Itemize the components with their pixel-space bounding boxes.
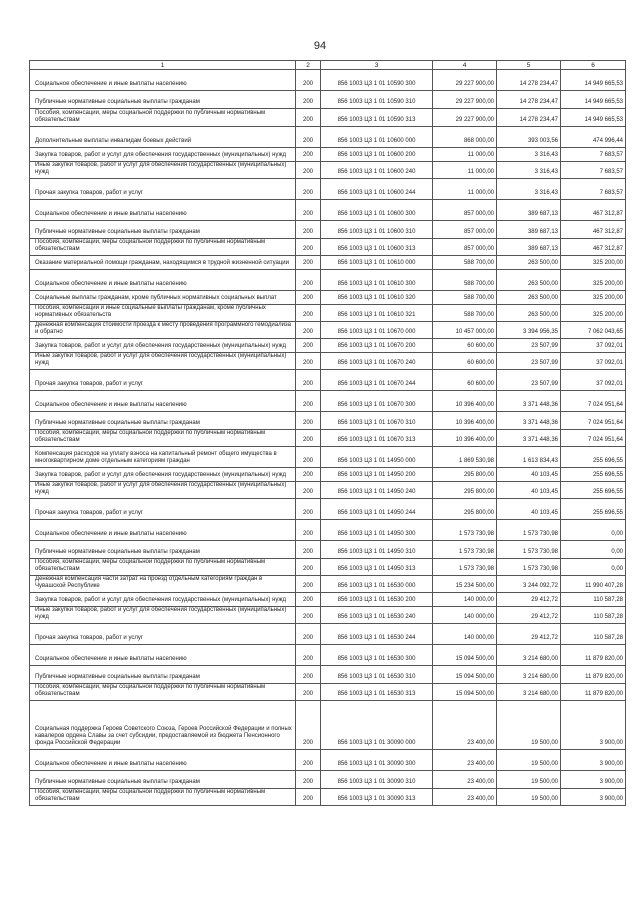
cell-name: Пособия, компенсации и иные социальные выплаты гражданам, кроме публичных нормативных обязательств [30, 305, 296, 322]
table-row [30, 339, 626, 353]
cell-rest: 325 200,00 [561, 305, 626, 322]
table-row [30, 576, 626, 593]
cell-code: 200 [296, 91, 321, 109]
cell-code: 200 [296, 541, 321, 559]
cell-kbk: 856 1003 Ц3 1 01 10600 000 [321, 127, 433, 148]
cell-name: Закупка товаров, работ и услуг для обеспечения государственных (муниципальных) нужд [30, 339, 296, 353]
cell-kbk: 856 1003 Ц3 1 01 14950 244 [321, 499, 433, 520]
cell-kbk: 856 1003 Ц3 1 01 16530 313 [321, 684, 433, 701]
cell-kbk: 856 1003 Ц3 1 01 10600 300 [321, 200, 433, 221]
cell-rest: 0,00 [561, 541, 626, 559]
cell-done: 23 507,99 [497, 339, 561, 353]
cell-rest: 3 900,00 [561, 701, 626, 750]
cell-code: 200 [296, 179, 321, 200]
table-row [30, 468, 626, 482]
column-number: 3 [321, 61, 433, 70]
cell-done: 1 613 834,43 [497, 447, 561, 468]
cell-rest: 37 092,01 [561, 370, 626, 391]
cell-plan: 295 800,00 [433, 468, 497, 482]
cell-name: Денежная компенсация части затрат на проезд отдельным категориям граждан в Чувашской Республике [30, 576, 296, 593]
table-row [30, 520, 626, 541]
cell-plan: 15 234 500,00 [433, 576, 497, 593]
cell-kbk: 856 1003 Ц3 1 01 10590 313 [321, 109, 433, 127]
cell-code: 200 [296, 684, 321, 701]
cell-kbk: 856 1003 Ц3 1 01 10670 240 [321, 353, 433, 370]
cell-plan: 857 000,00 [433, 239, 497, 256]
table-row [30, 593, 626, 607]
cell-plan: 588 700,00 [433, 256, 497, 270]
cell-code: 200 [296, 200, 321, 221]
cell-done: 23 507,99 [497, 353, 561, 370]
cell-rest: 7 024 951,64 [561, 391, 626, 412]
cell-code: 200 [296, 520, 321, 541]
table-row [30, 559, 626, 576]
cell-code: 200 [296, 127, 321, 148]
cell-kbk: 856 1003 Ц3 1 01 10600 313 [321, 239, 433, 256]
cell-code: 200 [296, 771, 321, 789]
cell-done: 3 214 680,00 [497, 645, 561, 666]
cell-code: 200 [296, 576, 321, 593]
cell-rest: 325 200,00 [561, 291, 626, 305]
table-row [30, 148, 626, 162]
cell-done: 40 103,45 [497, 482, 561, 499]
cell-name: Социальные выплаты гражданам, кроме публичных нормативных социальных выплат [30, 291, 296, 305]
cell-done: 19 500,00 [497, 750, 561, 771]
cell-rest: 0,00 [561, 559, 626, 576]
cell-kbk: 856 1003 Ц3 1 01 30090 313 [321, 789, 433, 806]
cell-rest: 11 990 407,28 [561, 576, 626, 593]
cell-rest: 110 587,28 [561, 624, 626, 645]
cell-code: 200 [296, 482, 321, 499]
cell-rest: 7 683,57 [561, 162, 626, 179]
cell-kbk: 856 1003 Ц3 1 01 10610 321 [321, 305, 433, 322]
cell-rest: 0,00 [561, 520, 626, 541]
cell-rest: 3 900,00 [561, 771, 626, 789]
cell-done: 14 278 234,47 [497, 70, 561, 91]
cell-kbk: 856 1003 Ц3 1 01 14950 240 [321, 482, 433, 499]
table-row [30, 200, 626, 221]
column-number: 2 [296, 61, 321, 70]
cell-kbk: 856 1003 Ц3 1 01 10590 300 [321, 70, 433, 91]
cell-plan: 11 000,00 [433, 179, 497, 200]
cell-done: 393 003,56 [497, 127, 561, 148]
cell-name: Публичные нормативные социальные выплаты гражданам [30, 771, 296, 789]
table-row [30, 391, 626, 412]
cell-done: 23 507,99 [497, 370, 561, 391]
cell-code: 200 [296, 221, 321, 239]
cell-done: 19 500,00 [497, 771, 561, 789]
cell-kbk: 856 1003 Ц3 1 01 10610 000 [321, 256, 433, 270]
cell-plan: 23 400,00 [433, 750, 497, 771]
cell-kbk: 856 1003 Ц3 1 01 10600 200 [321, 148, 433, 162]
cell-name: Прочая закупка товаров, работ и услуг [30, 370, 296, 391]
cell-code: 200 [296, 70, 321, 91]
cell-done: 263 500,00 [497, 291, 561, 305]
cell-name: Социальное обеспечение и иные выплаты населению [30, 200, 296, 221]
table-row [30, 684, 626, 701]
table-row [30, 270, 626, 291]
table-row [30, 322, 626, 339]
cell-done: 14 278 234,47 [497, 91, 561, 109]
cell-code: 200 [296, 701, 321, 750]
cell-name: Иные закупки товаров, работ и услуг для обеспечения государственных (муниципальных) нужд [30, 482, 296, 499]
cell-done: 1 573 730,98 [497, 541, 561, 559]
cell-kbk: 856 1003 Ц3 1 01 10590 310 [321, 91, 433, 109]
cell-plan: 10 396 400,00 [433, 430, 497, 447]
cell-kbk: 856 1003 Ц3 1 01 10670 244 [321, 370, 433, 391]
cell-rest: 325 200,00 [561, 256, 626, 270]
cell-name: Компенсация расходов на уплату взноса на капитальный ремонт общего имущества в многоквартирном доме отдельным категориям граждан [30, 447, 296, 468]
cell-code: 200 [296, 239, 321, 256]
cell-code: 200 [296, 370, 321, 391]
cell-done: 3 244 092,72 [497, 576, 561, 593]
column-number: 5 [497, 61, 561, 70]
cell-name: Социальное обеспечение и иные выплаты населению [30, 391, 296, 412]
cell-kbk: 856 1003 Ц3 1 01 10670 200 [321, 339, 433, 353]
cell-plan: 857 000,00 [433, 221, 497, 239]
cell-plan: 868 000,00 [433, 127, 497, 148]
cell-plan: 295 800,00 [433, 482, 497, 499]
cell-code: 200 [296, 391, 321, 412]
cell-code: 200 [296, 499, 321, 520]
cell-name: Социальная поддержка Героев Советского Союза, Героев Российской Федерации и полных кавалеров ордена Славы за счет субсидии, предоставляемой из бюджета Пенсионного фонда Российской Федерации [30, 701, 296, 750]
cell-done: 389 687,13 [497, 221, 561, 239]
cell-plan: 1 573 730,98 [433, 541, 497, 559]
table-row [30, 482, 626, 499]
cell-rest: 255 696,55 [561, 499, 626, 520]
cell-code: 200 [296, 270, 321, 291]
cell-kbk: 856 1003 Ц3 1 01 16530 310 [321, 666, 433, 684]
cell-kbk: 856 1003 Ц3 1 01 16530 240 [321, 607, 433, 624]
cell-rest: 3 900,00 [561, 789, 626, 806]
cell-plan: 140 000,00 [433, 593, 497, 607]
cell-done: 29 412,72 [497, 607, 561, 624]
cell-name: Социальное обеспечение и иные выплаты населению [30, 645, 296, 666]
cell-name: Публичные нормативные социальные выплаты гражданам [30, 91, 296, 109]
cell-name: Иные закупки товаров, работ и услуг для обеспечения государственных (муниципальных) нужд [30, 353, 296, 370]
cell-name: Пособия, компенсации, меры социальной поддержки по публичным нормативным обязательствам [30, 789, 296, 806]
table-row [30, 541, 626, 559]
table-row [30, 701, 626, 750]
table-body [30, 70, 626, 806]
cell-name: Социальное обеспечение и иные выплаты населению [30, 750, 296, 771]
cell-plan: 588 700,00 [433, 270, 497, 291]
budget-table [29, 60, 626, 806]
cell-plan: 60 600,00 [433, 353, 497, 370]
cell-done: 3 371 448,36 [497, 412, 561, 430]
table-row [30, 430, 626, 447]
cell-rest: 7 062 043,65 [561, 322, 626, 339]
cell-code: 200 [296, 339, 321, 353]
cell-plan: 60 600,00 [433, 370, 497, 391]
table-row [30, 353, 626, 370]
cell-plan: 1 573 730,98 [433, 559, 497, 576]
cell-kbk: 856 1003 Ц3 1 01 10600 240 [321, 162, 433, 179]
cell-plan: 29 227 900,00 [433, 91, 497, 109]
cell-rest: 37 092,01 [561, 353, 626, 370]
cell-code: 200 [296, 666, 321, 684]
cell-code: 200 [296, 430, 321, 447]
cell-code: 200 [296, 353, 321, 370]
cell-kbk: 856 1003 Ц3 1 01 16530 300 [321, 645, 433, 666]
cell-rest: 14 949 665,53 [561, 109, 626, 127]
cell-kbk: 856 1003 Ц3 1 01 10670 000 [321, 322, 433, 339]
cell-plan: 11 000,00 [433, 162, 497, 179]
cell-rest: 11 879 820,00 [561, 645, 626, 666]
cell-rest: 11 879 820,00 [561, 684, 626, 701]
table-row [30, 179, 626, 200]
cell-kbk: 856 1003 Ц3 1 01 14950 200 [321, 468, 433, 482]
table-row [30, 305, 626, 322]
cell-kbk: 856 1003 Ц3 1 01 16530 200 [321, 593, 433, 607]
cell-done: 40 103,45 [497, 499, 561, 520]
table-row [30, 91, 626, 109]
cell-kbk: 856 1003 Ц3 1 01 30090 310 [321, 771, 433, 789]
cell-done: 29 412,72 [497, 624, 561, 645]
cell-code: 200 [296, 559, 321, 576]
cell-code: 200 [296, 789, 321, 806]
cell-plan: 29 227 900,00 [433, 70, 497, 91]
cell-done: 19 500,00 [497, 789, 561, 806]
cell-code: 200 [296, 148, 321, 162]
cell-kbk: 856 1003 Ц3 1 01 16530 000 [321, 576, 433, 593]
cell-name: Публичные нормативные социальные выплаты гражданам [30, 221, 296, 239]
cell-kbk: 856 1003 Ц3 1 01 10600 310 [321, 221, 433, 239]
cell-code: 200 [296, 291, 321, 305]
table-row [30, 750, 626, 771]
cell-kbk: 856 1003 Ц3 1 01 14950 000 [321, 447, 433, 468]
cell-done: 389 687,13 [497, 200, 561, 221]
cell-plan: 10 396 400,00 [433, 391, 497, 412]
cell-name: Денежная компенсация стоимости проезда к месту проведения программного гемодиализа и обратно [30, 322, 296, 339]
cell-code: 200 [296, 607, 321, 624]
table-row [30, 624, 626, 645]
cell-name: Закупка товаров, работ и услуг для обеспечения государственных (муниципальных) нужд [30, 593, 296, 607]
cell-name: Пособия, компенсации, меры социальной поддержки по публичным нормативным обязательствам [30, 109, 296, 127]
table-row [30, 256, 626, 270]
cell-kbk: 856 1003 Ц3 1 01 10610 320 [321, 291, 433, 305]
cell-name: Иные закупки товаров, работ и услуг для обеспечения государственных (муниципальных) нужд [30, 162, 296, 179]
cell-code: 200 [296, 256, 321, 270]
table-row [30, 291, 626, 305]
table-row [30, 771, 626, 789]
cell-code: 200 [296, 593, 321, 607]
cell-plan: 23 400,00 [433, 771, 497, 789]
cell-plan: 29 227 900,00 [433, 109, 497, 127]
column-number: 1 [30, 61, 296, 70]
cell-name: Пособия, компенсации, меры социальной поддержки по публичным нормативным обязательствам [30, 239, 296, 256]
cell-done: 3 394 956,35 [497, 322, 561, 339]
table-row [30, 607, 626, 624]
cell-name: Пособия, компенсации, меры социальной поддержки по публичным нормативным обязательствам [30, 430, 296, 447]
table-row [30, 412, 626, 430]
cell-name: Публичные нормативные социальные выплаты гражданам [30, 541, 296, 559]
cell-plan: 10 457 000,00 [433, 322, 497, 339]
cell-kbk: 856 1003 Ц3 1 01 14950 310 [321, 541, 433, 559]
cell-name: Пособия, компенсации, меры социальной поддержки по публичным нормативным обязательствам [30, 559, 296, 576]
cell-rest: 7 024 951,64 [561, 430, 626, 447]
cell-done: 3 316,43 [497, 162, 561, 179]
cell-rest: 467 312,87 [561, 221, 626, 239]
cell-plan: 588 700,00 [433, 291, 497, 305]
table-row [30, 127, 626, 148]
cell-name: Оказание материальной помощи гражданам, находящимся в трудной жизненной ситуации [30, 256, 296, 270]
cell-name: Социальное обеспечение и иные выплаты населению [30, 70, 296, 91]
table-row [30, 789, 626, 806]
cell-rest: 474 996,44 [561, 127, 626, 148]
cell-code: 200 [296, 750, 321, 771]
cell-done: 389 687,13 [497, 239, 561, 256]
cell-code: 200 [296, 468, 321, 482]
cell-plan: 295 800,00 [433, 499, 497, 520]
cell-plan: 1 869 530,98 [433, 447, 497, 468]
cell-rest: 14 949 665,53 [561, 70, 626, 91]
page-number: 94 [313, 40, 327, 52]
cell-name: Закупка товаров, работ и услуг для обеспечения государственных (муниципальных) нужд [30, 468, 296, 482]
cell-rest: 255 696,55 [561, 447, 626, 468]
cell-done: 19 500,00 [497, 701, 561, 750]
column-number-row [30, 61, 626, 70]
cell-kbk: 856 1003 Ц3 1 01 10670 313 [321, 430, 433, 447]
cell-rest: 7 683,57 [561, 179, 626, 200]
cell-plan: 857 000,00 [433, 200, 497, 221]
table-row [30, 666, 626, 684]
cell-kbk: 856 1003 Ц3 1 01 10670 300 [321, 391, 433, 412]
table-row [30, 70, 626, 91]
cell-done: 3 371 448,36 [497, 391, 561, 412]
cell-code: 200 [296, 109, 321, 127]
cell-code: 200 [296, 447, 321, 468]
cell-done: 263 500,00 [497, 256, 561, 270]
cell-done: 263 500,00 [497, 270, 561, 291]
cell-name: Прочая закупка товаров, работ и услуг [30, 499, 296, 520]
cell-plan: 60 600,00 [433, 339, 497, 353]
cell-rest: 467 312,87 [561, 239, 626, 256]
cell-plan: 23 400,00 [433, 701, 497, 750]
table-row [30, 370, 626, 391]
cell-done: 3 214 680,00 [497, 684, 561, 701]
cell-rest: 7 024 951,64 [561, 412, 626, 430]
cell-plan: 11 000,00 [433, 148, 497, 162]
cell-name: Публичные нормативные социальные выплаты гражданам [30, 412, 296, 430]
cell-kbk: 856 1003 Ц3 1 01 10610 300 [321, 270, 433, 291]
table-row [30, 239, 626, 256]
cell-rest: 325 200,00 [561, 270, 626, 291]
cell-code: 200 [296, 645, 321, 666]
cell-rest: 110 587,28 [561, 593, 626, 607]
cell-kbk: 856 1003 Ц3 1 01 10600 244 [321, 179, 433, 200]
cell-name: Иные закупки товаров, работ и услуг для обеспечения государственных (муниципальных) нужд [30, 607, 296, 624]
cell-rest: 255 696,55 [561, 468, 626, 482]
cell-done: 1 573 730,98 [497, 559, 561, 576]
cell-code: 200 [296, 305, 321, 322]
cell-done: 40 103,45 [497, 468, 561, 482]
cell-name: Прочая закупка товаров, работ и услуг [30, 624, 296, 645]
cell-rest: 11 879 820,00 [561, 666, 626, 684]
column-number: 6 [561, 61, 626, 70]
column-number: 4 [433, 61, 497, 70]
cell-rest: 255 696,55 [561, 482, 626, 499]
cell-plan: 15 094 500,00 [433, 645, 497, 666]
cell-plan: 1 573 730,98 [433, 520, 497, 541]
cell-done: 14 278 234,47 [497, 109, 561, 127]
cell-plan: 140 000,00 [433, 624, 497, 645]
cell-kbk: 856 1003 Ц3 1 01 30090 300 [321, 750, 433, 771]
cell-plan: 588 700,00 [433, 305, 497, 322]
cell-rest: 467 312,87 [561, 200, 626, 221]
table-row [30, 109, 626, 127]
cell-code: 200 [296, 322, 321, 339]
cell-done: 263 500,00 [497, 305, 561, 322]
cell-name: Дополнительные выплаты инвалидам боевых действий [30, 127, 296, 148]
table-row [30, 499, 626, 520]
table-row [30, 645, 626, 666]
cell-kbk: 856 1003 Ц3 1 01 30090 000 [321, 701, 433, 750]
cell-rest: 37 092,01 [561, 339, 626, 353]
table-row [30, 447, 626, 468]
cell-kbk: 856 1003 Ц3 1 01 16530 244 [321, 624, 433, 645]
cell-done: 3 214 680,00 [497, 666, 561, 684]
cell-plan: 23 400,00 [433, 789, 497, 806]
table-row [30, 221, 626, 239]
cell-done: 3 316,43 [497, 179, 561, 200]
cell-kbk: 856 1003 Ц3 1 01 10670 310 [321, 412, 433, 430]
cell-name: Социальное обеспечение и иные выплаты населению [30, 270, 296, 291]
cell-name: Прочая закупка товаров, работ и услуг [30, 179, 296, 200]
cell-rest: 3 900,00 [561, 750, 626, 771]
cell-done: 3 371 448,36 [497, 430, 561, 447]
cell-plan: 10 396 400,00 [433, 412, 497, 430]
cell-code: 200 [296, 624, 321, 645]
cell-rest: 110 587,28 [561, 607, 626, 624]
cell-plan: 140 000,00 [433, 607, 497, 624]
cell-kbk: 856 1003 Ц3 1 01 14950 313 [321, 559, 433, 576]
cell-code: 200 [296, 162, 321, 179]
cell-name: Социальное обеспечение и иные выплаты населению [30, 520, 296, 541]
cell-plan: 15 094 500,00 [433, 684, 497, 701]
cell-done: 3 316,43 [497, 148, 561, 162]
cell-done: 1 573 730,98 [497, 520, 561, 541]
cell-name: Пособия, компенсации, меры социальной поддержки по публичным нормативным обязательствам [30, 684, 296, 701]
cell-kbk: 856 1003 Ц3 1 01 14950 300 [321, 520, 433, 541]
cell-rest: 7 683,57 [561, 148, 626, 162]
table-row [30, 162, 626, 179]
cell-name: Публичные нормативные социальные выплаты гражданам [30, 666, 296, 684]
cell-plan: 15 094 500,00 [433, 666, 497, 684]
cell-code: 200 [296, 412, 321, 430]
cell-done: 29 412,72 [497, 593, 561, 607]
cell-name: Закупка товаров, работ и услуг для обеспечения государственных (муниципальных) нужд [30, 148, 296, 162]
cell-rest: 14 949 665,53 [561, 91, 626, 109]
